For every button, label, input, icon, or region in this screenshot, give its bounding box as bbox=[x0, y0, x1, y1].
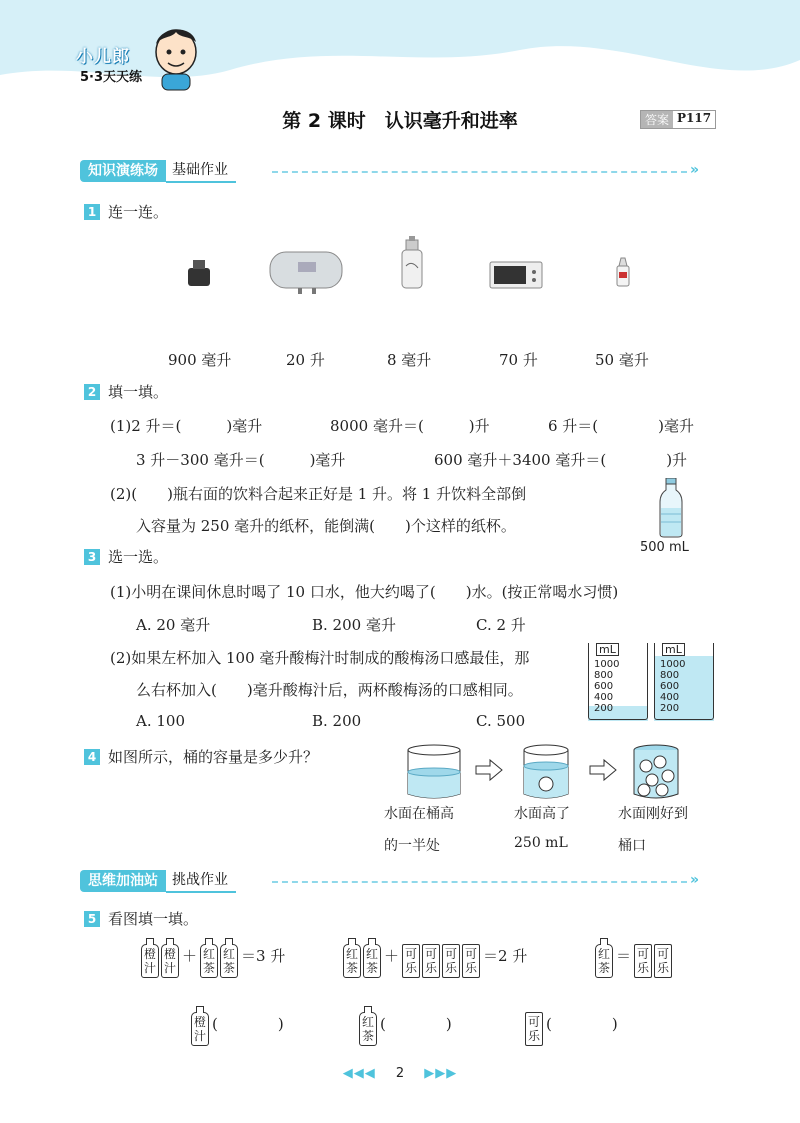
q2-blank-3: 6 升＝( )毫升 bbox=[548, 417, 695, 435]
beaker-scale: 1000 800 600 400 200 bbox=[594, 659, 620, 714]
q5-equation-3: 红茶 ＝ 可乐 可乐 bbox=[594, 944, 673, 978]
answer-blank[interactable]: ( ) bbox=[546, 1015, 618, 1033]
q4-caption-3a: 水面刚好到 bbox=[618, 806, 688, 822]
section-subtitle: 基础作业 bbox=[166, 159, 236, 183]
q3-option-a1: A. 20 毫升 bbox=[136, 616, 211, 634]
answer-label: 答案 bbox=[641, 111, 673, 128]
tea-bottle: 红茶 bbox=[595, 944, 613, 978]
q3-option-a2: A. 100 bbox=[136, 712, 185, 730]
boy-mascot-icon bbox=[150, 22, 202, 92]
beaker-right bbox=[654, 643, 714, 721]
q5-equation-1: 橙汁 橙汁 ＋ 红茶 红茶 ＝3 升 bbox=[140, 944, 287, 978]
logo-title: 小儿郎 bbox=[76, 47, 130, 67]
divider bbox=[272, 171, 687, 173]
q2-blank-1: (1)2 升＝( )毫升 bbox=[110, 417, 263, 435]
tea-bottle: 红茶 bbox=[343, 944, 361, 978]
q4-caption-1b: 的一半处 bbox=[384, 838, 440, 854]
chevron-right-icon: » bbox=[690, 872, 700, 888]
bottle-volume-label: 500 mL bbox=[640, 540, 689, 555]
q3-part2-line2: 么右杯加入( )毫升酸梅汁后，两杯酸梅汤的口感相同。 bbox=[136, 681, 523, 699]
arrow-right-icon bbox=[590, 760, 616, 780]
q1-label-4: 70 升 bbox=[499, 351, 538, 369]
next-arrows-icon: ▶▶▶ bbox=[424, 1066, 458, 1081]
question-4: 4 如图所示，桶的容量是多少升？ bbox=[84, 746, 318, 767]
cola-can: 可乐 bbox=[525, 1012, 543, 1046]
microwave-icon bbox=[490, 262, 542, 288]
page-number: 2 bbox=[395, 1066, 405, 1081]
bucket-full-icon bbox=[634, 745, 678, 798]
answer-reference bbox=[640, 110, 716, 129]
q3-option-c2: C. 500 bbox=[476, 712, 526, 730]
section-tag: 知识演练场 bbox=[80, 160, 166, 182]
beaker-unit: mL bbox=[596, 643, 619, 656]
q4-caption-2a: 水面高了 bbox=[514, 806, 570, 822]
page-title: 第 2 课时 认识毫升和进率 bbox=[282, 110, 518, 132]
q3-option-b1: B. 200 毫升 bbox=[312, 616, 396, 634]
shampoo-bottle-icon bbox=[402, 236, 422, 288]
answer-page: P117 bbox=[677, 111, 712, 125]
q4-diagram bbox=[404, 744, 684, 802]
q2-blank-4: 3 升－300 毫升＝( )毫升 bbox=[136, 451, 346, 469]
q1-label-1: 900 毫升 bbox=[168, 351, 232, 369]
q1-label-2: 20 升 bbox=[286, 351, 325, 369]
section-challenge bbox=[80, 870, 236, 892]
answer-blank[interactable]: ( ) bbox=[380, 1015, 452, 1033]
q4-caption-2b: 250 mL bbox=[514, 835, 568, 851]
beaker-scale: 1000 800 600 400 200 bbox=[660, 659, 686, 714]
q3-part1: (1)小明在课间休息时喝了 10 口水，他大约喝了( )水。(按正常喝水习惯) bbox=[110, 583, 619, 601]
section-subtitle: 挑战作业 bbox=[166, 869, 236, 893]
q2-part2-line2: 入容量为 250 毫升的纸杯，能倒满( )个这样的纸杯。 bbox=[136, 517, 516, 535]
page-footer bbox=[0, 1066, 800, 1081]
q5-answer-tea bbox=[358, 1012, 454, 1046]
q4-caption-3b: 桶口 bbox=[618, 838, 646, 854]
beaker-left bbox=[588, 643, 648, 721]
section-tag: 思维加油站 bbox=[80, 870, 166, 892]
cola-can: 可乐 bbox=[634, 944, 652, 978]
water-heater-icon bbox=[270, 252, 342, 294]
bucket-half-icon bbox=[408, 745, 460, 798]
q1-label-5: 50 毫升 bbox=[595, 351, 649, 369]
orange-juice-bottle: 橙汁 bbox=[161, 944, 179, 978]
ink-bottle-icon bbox=[188, 260, 210, 286]
answer-blank[interactable]: ( ) bbox=[212, 1015, 284, 1033]
q3-option-b2: B. 200 bbox=[312, 712, 362, 730]
equation-result: ＝3 升 bbox=[241, 947, 286, 965]
q2-blank-5: 600 毫升＋3400 毫升＝( )升 bbox=[434, 451, 688, 469]
q5-answer-orange bbox=[190, 1012, 286, 1046]
eye-drops-icon bbox=[617, 258, 629, 286]
q1-pictures bbox=[170, 236, 650, 296]
tea-bottle: 红茶 bbox=[200, 944, 218, 978]
arrow-right-icon bbox=[476, 760, 502, 780]
cola-can: 可乐 bbox=[462, 944, 480, 978]
tea-bottle: 红茶 bbox=[220, 944, 238, 978]
q5-equation-2: 红茶 红茶 ＋ 可乐 可乐 可乐 可乐 ＝2 升 bbox=[342, 944, 529, 978]
orange-juice-bottle: 橙汁 bbox=[191, 1012, 209, 1046]
tea-bottle: 红茶 bbox=[363, 944, 381, 978]
q5-answer-cola bbox=[524, 1012, 620, 1046]
q4-caption-1a: 水面在桶高 bbox=[384, 806, 454, 822]
cola-can: 可乐 bbox=[402, 944, 420, 978]
cola-can: 可乐 bbox=[654, 944, 672, 978]
cola-can: 可乐 bbox=[422, 944, 440, 978]
q2-part2-line1: (2)( )瓶右面的饮料合起来正好是 1 升。将 1 升饮料全部倒 bbox=[110, 485, 527, 503]
q3-option-c1: C. 2 升 bbox=[476, 616, 526, 634]
chevron-right-icon: » bbox=[690, 162, 700, 178]
equation-result: ＝2 升 bbox=[483, 947, 528, 965]
beaker-unit: mL bbox=[662, 643, 685, 656]
bucket-ball-icon bbox=[524, 745, 568, 798]
divider bbox=[272, 881, 687, 883]
q2-blank-2: 8000 毫升＝( )升 bbox=[330, 417, 490, 435]
question-1: 1 连一连。 bbox=[84, 201, 168, 222]
logo-subtitle: 5·3天天练 bbox=[80, 70, 143, 85]
q3-part2-line1: (2)如果左杯加入 100 毫升酸梅汁时制成的酸梅汤口感最佳，那 bbox=[110, 649, 530, 667]
tea-bottle: 红茶 bbox=[359, 1012, 377, 1046]
q1-label-3: 8 毫升 bbox=[387, 351, 432, 369]
water-bottle-icon bbox=[656, 478, 686, 538]
prev-arrows-icon: ◀◀◀ bbox=[342, 1066, 376, 1081]
question-5: 5 看图填一填。 bbox=[84, 908, 198, 929]
question-3: 3 选一选。 bbox=[84, 546, 168, 567]
question-2: 2 填一填。 bbox=[84, 381, 168, 402]
cola-can: 可乐 bbox=[442, 944, 460, 978]
orange-juice-bottle: 橙汁 bbox=[141, 944, 159, 978]
section-basic bbox=[80, 160, 236, 182]
